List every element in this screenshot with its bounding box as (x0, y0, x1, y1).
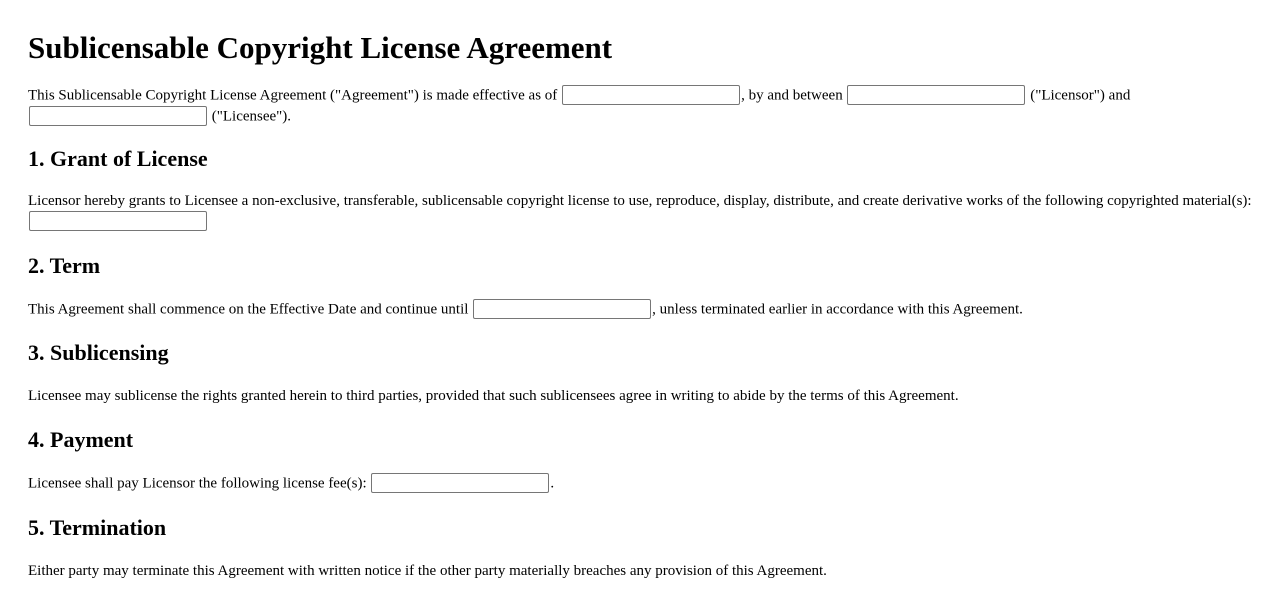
term-text-2: , unless terminated earlier in accordance with this Agreement. (652, 301, 1023, 317)
section-text-payment (28, 473, 1258, 494)
licensor-name-field[interactable] (847, 85, 1025, 105)
section-heading-term: 2. Term (28, 252, 101, 278)
intro-text-3: ("Licensor") and (1030, 87, 1131, 104)
section-text-sublicensing: Licensee may sublicense the rights granted herein to third parties, provided that such sublicensees agree in writing to abide by the terms of this Agreement. (28, 388, 959, 404)
section-text-term (28, 299, 1258, 320)
document-title: Sublicensable Copyright License Agreement (28, 30, 613, 65)
intro-paragraph (28, 85, 1258, 126)
intro-text-4: ("Licensee"). (211, 108, 292, 124)
section-heading-grant: 1. Grant of License (28, 146, 208, 171)
end-date-field[interactable] (473, 299, 651, 319)
grant-text: Licensor hereby grants to Licensee a non-exclusive, transferable, sublicensable copyright license to use, reproduce, display, distribute, and create derivative works of the following copyrighted material(s): (28, 193, 1252, 209)
effective-date-field[interactable] (562, 85, 740, 105)
intro-text-1: This Sublicensable Copyright License Agreement ("Agreement") is made effective as of (28, 87, 558, 104)
section-heading-termination: 5. Termination (28, 514, 167, 540)
licensee-name-field[interactable] (29, 106, 207, 126)
section-heading-sublicensing: 3. Sublicensing (28, 340, 169, 365)
copyrighted-material-field[interactable] (29, 211, 207, 231)
intro-text-2: , by and between (741, 87, 843, 104)
license-fee-field[interactable] (371, 473, 549, 493)
payment-text-1: Licensee shall pay Licensor the following license fee(s): (28, 475, 367, 492)
section-heading-payment: 4. Payment (28, 427, 134, 452)
term-text-1: This Agreement shall commence on the Effective Date and continue until (28, 301, 469, 317)
payment-text-2: . (550, 475, 555, 492)
section-text-termination: Either party may terminate this Agreement with written notice if the other party materially breaches any provision of this Agreement. (28, 562, 827, 579)
section-text-grant (28, 192, 1258, 232)
